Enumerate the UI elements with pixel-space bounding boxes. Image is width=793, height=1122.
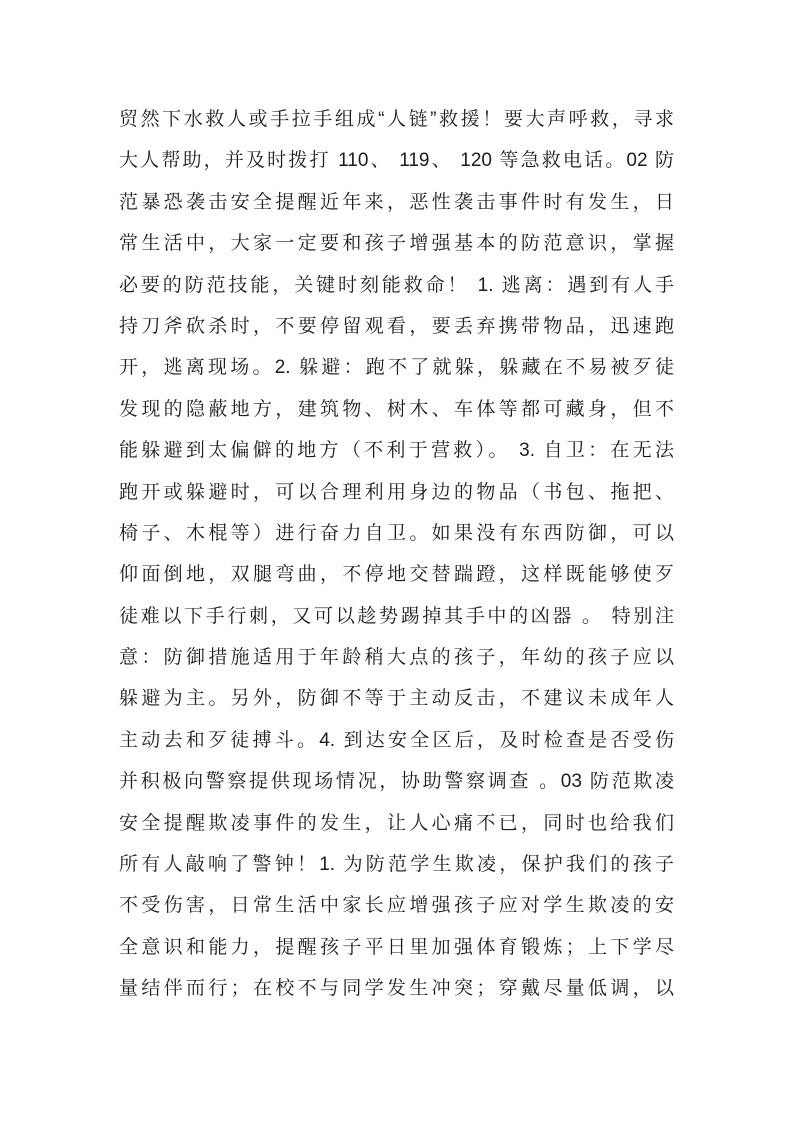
text-line: 开，逃离现场。2. 躲避：跑不了就躲，躲藏在不易被歹徒 — [119, 357, 674, 379]
text-line: 主动去和歹徒搏斗。4. 到达安全区后，及时检查是否受伤 — [119, 729, 674, 751]
text-line: 意：防御措施适用于年龄稍大点的孩子，年幼的孩子应以 — [119, 647, 674, 669]
text-line: 不受伤害，日常生活中家长应增强孩子应对学生欺凌的安 — [119, 895, 674, 917]
text-line: 持刀斧砍杀时，不要停留观看，要丢弃携带物品，迅速跑 — [119, 315, 674, 337]
text-line: 所有人敲响了警钟！1. 为防范学生欺凌，保护我们的孩子 — [119, 854, 674, 876]
text-line: 量结伴而行；在校不与同学发生冲突；穿戴尽量低调，以 — [119, 978, 674, 1000]
text-line: 常生活中，大家一定要和孩子增强基本的防范意识，掌握 — [119, 233, 674, 255]
text-line: 仰面倒地，双腿弯曲，不停地交替踹蹬，这样既能够使歹 — [119, 564, 674, 586]
text-line: 徒难以下手行刺，又可以趁势踢掉其手中的凶器 。 特别注 — [119, 605, 674, 627]
text-line: 椅子、木棍等）进行奋力自卫。如果没有东西防御，可以 — [119, 522, 674, 544]
text-line: 必要的防范技能，关键时刻能救命！ 1. 逃离：遇到有人手 — [119, 274, 674, 296]
text-line: 并积极向警察提供现场情况，协助警察调查 。03 防范欺凌 — [119, 771, 674, 793]
text-line: 安全提醒欺凌事件的发生，让人心痛不已，同时也给我们 — [119, 812, 674, 834]
text-line: 范暴恐袭击安全提醒近年来，恶性袭击事件时有发生，日 — [119, 191, 674, 213]
text-line: 大人帮助，并及时拨打 110、 119、 120 等急救电话。02 防 — [119, 150, 674, 172]
text-line: 发现的隐蔽地方，建筑物、树木、车体等都可藏身，但不 — [119, 398, 674, 420]
text-line: 跑开或躲避时，可以合理利用身边的物品（书包、拖把、 — [119, 481, 674, 503]
text-line: 贸然下水救人或手拉手组成“人链”救援！要大声呼救，寻求 — [119, 109, 674, 130]
text-line: 躲避为主。另外，防御不等于主动反击，不建议未成年人 — [119, 688, 674, 710]
text-line: 能躲避到太偏僻的地方（不利于营救）。 3. 自卫：在无法 — [119, 440, 674, 462]
text-line: 全意识和能力，提醒孩子平日里加强体育锻炼；上下学尽 — [119, 936, 674, 958]
text-body — [119, 99, 674, 1010]
